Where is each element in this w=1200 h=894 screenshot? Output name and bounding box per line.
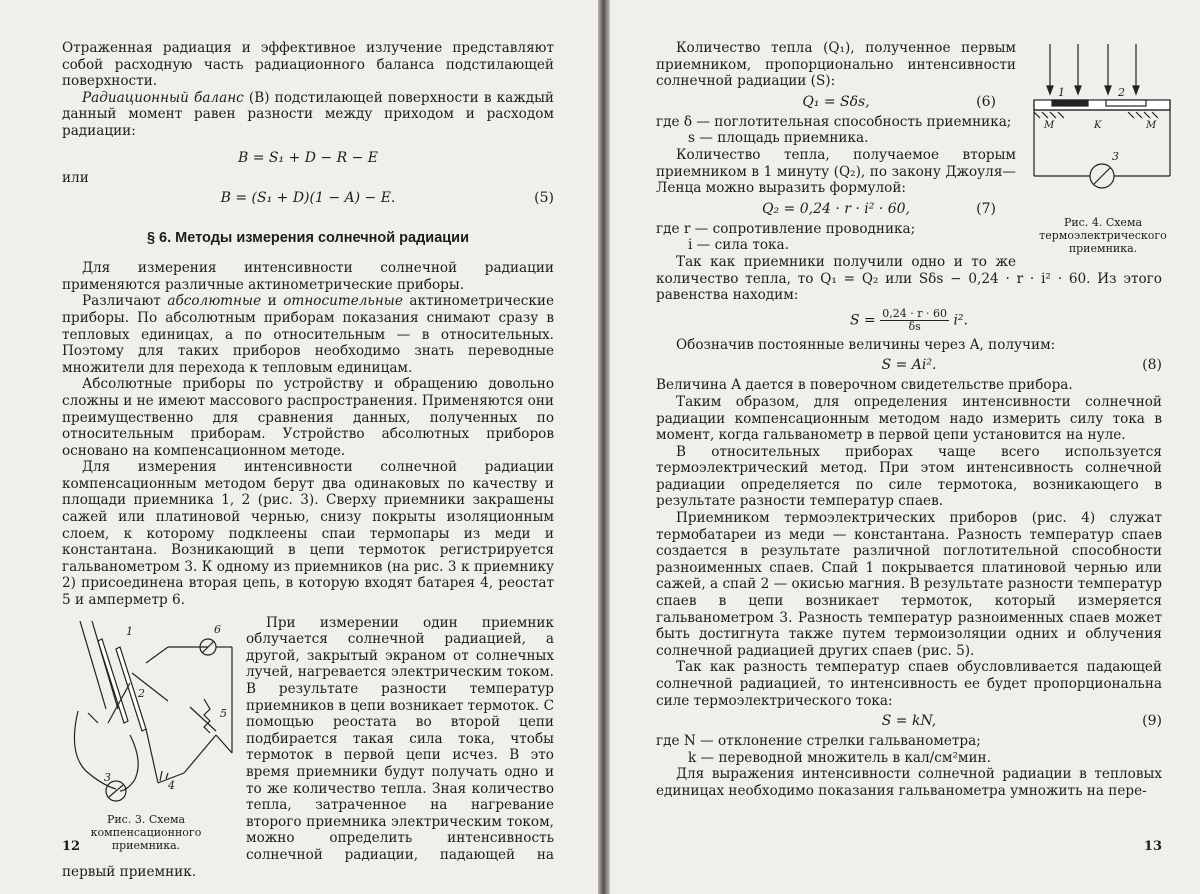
formula-number: (9) — [1142, 713, 1162, 730]
fig-label: K — [1094, 120, 1102, 131]
formula — [62, 148, 554, 168]
fig-label: M — [1044, 120, 1055, 131]
paragraph: Величина A дается в поверочном свидетельстве прибора. — [656, 377, 1073, 394]
formula-text: B = S₁ + D − R − E — [238, 149, 378, 166]
page-number: 13 — [1143, 839, 1162, 854]
figure-3 — [58, 613, 234, 852]
formula-text: Q₂ = 0,24 · r · i² · 60, — [762, 200, 910, 217]
figure-caption: Рис. 3. Схема компенсационного приемника. — [90, 812, 202, 852]
paragraph — [62, 293, 554, 376]
fig-label: 6 — [214, 622, 221, 636]
paragraph-text: Различают — [82, 293, 168, 310]
fig-label: 1 — [126, 624, 133, 638]
page-number: 12 — [62, 839, 81, 854]
definition: где N — отклонение стрелки гальванометра; — [656, 733, 981, 750]
paragraph: Для выражения интенсивности солнечной радиации в тепловых единицах необходимо показания гальванометра умножить на пере- — [656, 766, 1162, 799]
right-page — [610, 0, 1200, 894]
formula — [62, 188, 554, 208]
paragraph: Обозначив постоянные величины через A, получим: — [676, 336, 1056, 353]
fig-label: 2 — [1118, 86, 1125, 99]
section-heading: § 6. Методы измерения солнечной радиации — [146, 230, 470, 247]
formula-text: B = (S₁ + D)(1 − A) − E. — [220, 190, 396, 207]
formula — [656, 199, 1162, 219]
paragraph: Таким образом, для определения интенсивности солнечной радиации компенсационным методом надо измерить силу тока в момент, когда гальванометр в первой цепи установится на нуле. — [656, 393, 1162, 444]
fig-label: 4 — [168, 778, 175, 792]
paragraph: Для измерения интенсивности солнечной радиации применяются различные актинометрические приборы. — [62, 260, 554, 293]
fig-label: 3 — [104, 770, 111, 784]
fig-label: 1 — [1058, 86, 1065, 99]
paragraph: Приемником термоэлектрических приборов (рис. 4) служат термобатареи из меди — константана. Разность температур спаев создается в результате различной поглотительной способности разноименных спаев. Спай 1 покрывается платиновой чернью или сажей, а спай 2 — окисью магния. В результате разности температур спаев в цепи возникает термоток, который измеряется гальванометром 3. Разность температур разноименных спаев может быть достигнута также путем термоизоляции одних и облучения солнечной радиацией других спаев (рис. 5). — [656, 510, 1162, 659]
fig-label: 5 — [220, 706, 227, 720]
formula-number: (7) — [976, 200, 996, 217]
formula-number: (5) — [534, 190, 554, 207]
paragraph-text: и — [261, 293, 284, 310]
left-page — [0, 0, 598, 894]
formula-number: (8) — [1142, 357, 1162, 374]
paragraph: Так как приемники получили одно и то же количество тепла, то Q₁ = Q₂ или Sδs − 0,24 · r · i² · 60. Из этого равенства находим: — [656, 253, 1162, 304]
figure-caption: Рис. 4. Схема термоэлектрического приемника. — [1039, 216, 1167, 255]
connector-text: или — [62, 169, 89, 186]
definition: k — переводной множитель в кал/см²мин. — [688, 749, 991, 766]
formula — [656, 711, 1162, 731]
fraction-numerator: 0,24 · r · 60 — [882, 306, 947, 320]
paragraph — [62, 90, 554, 140]
fig-label: 3 — [1112, 150, 1119, 163]
formula-text: S = — [850, 312, 876, 329]
paragraph-text: актинометрические приборы. По абсолютным приборам показания снимают сразу в тепловых единицах, а по относительным — в относительных. Поэтому для таких приборов необходимо знать переводные множители для перехода к тепловым единицам. — [62, 293, 554, 376]
figure-4 — [1028, 40, 1178, 255]
formula — [656, 92, 1162, 112]
paragraph: Количество тепла (Q₁), полученное первым приемником, пропорционально интенсивности солнечной радиации (S): — [656, 40, 1016, 90]
formula-text: S = kN, — [881, 713, 937, 730]
formula-text: S = Ai². — [881, 357, 937, 374]
compensation-receiver-diagram — [58, 613, 234, 809]
term: относительные — [283, 293, 403, 310]
formula-text: i². — [953, 312, 968, 329]
paragraph: Количество тепла, получаемое вторым приемником в 1 минуту (Q₂), по закону Джоуля—Ленца можно выразить формулой: — [656, 146, 1016, 197]
fig-label: 2 — [138, 686, 145, 700]
fraction — [880, 308, 949, 333]
definition: i — сила тока. — [688, 237, 789, 254]
paragraph: Так как разность температур спаев обусловливается падающей солнечной радиацией, то интенсивность ее будет пропорциональна силе термоэлектрического тока: — [656, 659, 1162, 709]
definition: где δ — поглотительная способность приемника; — [656, 113, 1012, 130]
thermoelectric-receiver-diagram — [1028, 40, 1178, 208]
formula — [656, 355, 1162, 375]
paragraph-text: (B) подстилающей поверхности в каждый данный момент равен разности между приходом и расходом радиации: — [62, 89, 554, 139]
term: Радиационный баланс — [82, 89, 244, 106]
definition: где r — сопротивление проводника; — [656, 220, 916, 237]
paragraph: При измерении один приемник облучается солнечной радиацией, а другой, закрытый экраном от солнечных лучей, нагревается электрическим током. В результате разности температур приемников в цепи возникает термоток. С помощью реостата во второй цепи подбирается такая сила тока, чтобы термоток в первой цепи исчез. В это время приемники будут получать одно и то же количество тепла. Зная количество тепла, затраченное на нагревание второго приемника электрическим током, можно определить интенсивность солнечной радиации, падающей на первый приемник. — [62, 614, 554, 880]
paragraph: Отраженная радиация и эффективное излучение представляют собой расходную часть радиационного баланса подстилающей поверхности. — [62, 40, 554, 90]
definition: s — площадь приемника. — [688, 130, 869, 147]
formula-number: (6) — [976, 93, 996, 110]
term: абсолютные — [167, 293, 262, 310]
formula-text: Q₁ = Sδs, — [802, 93, 870, 110]
paragraph: В относительных приборах чаще всего используется термоэлектрический метод. При этом интенсивность солнечной радиации определяется по силе термотока, возникающего в результате разности температур спаев. — [656, 443, 1162, 510]
paragraph: Для измерения интенсивности солнечной радиации компенсационным методом берут два одинаковых по качеству и площади приемника 1, 2 (рис. 3). Сверху приемники закрашены сажей или платиновой чернью, снизу покрыты изоляционным слоем, к которому подклеены спаи термопары из меди и константана. Возникающий в цепи термоток регистрируется гальванометром 3. К одному из приемников (на рис. 3 к приемнику 2) присоединена вторая цепь, в которую входят батарея 4, реостат 5 и амперметр 6. — [62, 459, 554, 609]
book-spine — [598, 0, 610, 894]
fraction-denominator: δs — [908, 319, 921, 333]
fig-label: M — [1146, 120, 1157, 131]
paragraph: Абсолютные приборы по устройству и обращению довольно сложны и не имеют массового распространения. Применяются они преимущественно для сравнения данных, полученных по относительным приборам. Устройство абсолютных приборов основано на компенсационном методе. — [62, 376, 554, 459]
formula — [656, 308, 1162, 333]
